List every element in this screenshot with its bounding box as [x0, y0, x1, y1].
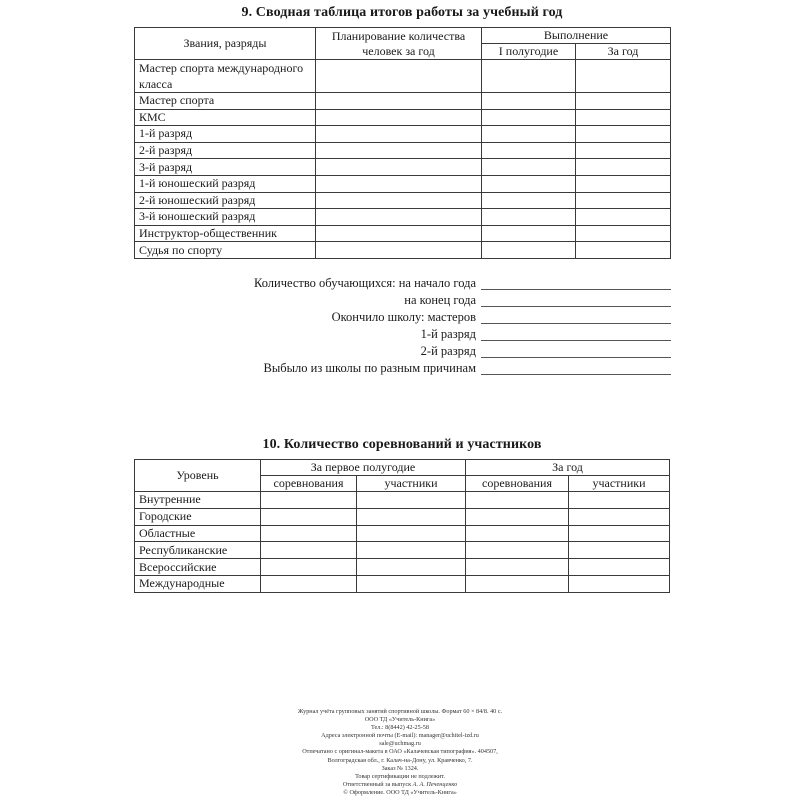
planning-cell[interactable] [316, 242, 482, 259]
responsible-prefix: Ответственный за выпуск [342, 780, 412, 788]
fill-in-line[interactable] [481, 308, 671, 324]
row-label: Международные [135, 575, 261, 592]
table-row [135, 225, 671, 242]
table-row [135, 525, 670, 542]
table-row [135, 93, 671, 110]
year-competitions-cell[interactable] [466, 575, 569, 592]
year-cell[interactable] [576, 142, 671, 159]
table-row [135, 175, 671, 192]
row-label: 1-й разряд [135, 126, 316, 143]
row-label: 1-й юношеский разряд [135, 175, 316, 192]
row-label: 3-й разряд [135, 159, 316, 176]
row-label: Всероссийские [135, 559, 261, 576]
half-year-cell[interactable] [482, 126, 576, 143]
year-cell[interactable] [576, 93, 671, 110]
row-label: КМС [135, 109, 316, 126]
half-year-cell[interactable] [482, 225, 576, 242]
fill-in-line[interactable] [481, 274, 671, 290]
year-cell[interactable] [576, 225, 671, 242]
half-year-cell[interactable] [482, 60, 576, 93]
row-label: 3-й юношеский разряд [135, 209, 316, 226]
imprint-design: © Оформление. ООО ТД «Учитель-Книга» [343, 788, 457, 796]
row-label: Областные [135, 525, 261, 542]
summary-label: 1-й разряд [420, 327, 476, 341]
fill-in-line[interactable] [481, 325, 671, 341]
table-row [135, 159, 671, 176]
header-competitions: соревнования [466, 476, 569, 492]
table-row [135, 192, 671, 209]
imprint-line: Журнал учёта групповых занятий спортивной школы. Формат 60 × 84/8. 40 с. [297, 708, 503, 715]
year-cell[interactable] [576, 109, 671, 126]
imprint-line: Тел.: 8(8442) 42-25-58 [370, 724, 429, 732]
half-competitions-cell[interactable] [261, 542, 357, 559]
half-participants-cell[interactable] [357, 575, 466, 592]
half-year-cell[interactable] [482, 242, 576, 259]
summary-label: Количество обучающихся: на начало года [253, 276, 476, 290]
summary-row-start-of-year [200, 274, 672, 291]
half-participants-cell[interactable] [357, 508, 466, 525]
year-participants-cell[interactable] [569, 508, 670, 525]
row-label: Внутренние [135, 492, 261, 509]
imprint-line: Адреса электронной почты (E-mail): manager@uchitel-izd.ru [321, 732, 479, 740]
half-participants-cell[interactable] [357, 492, 466, 509]
year-cell[interactable] [576, 60, 671, 93]
half-participants-cell[interactable] [357, 559, 466, 576]
planning-cell[interactable] [316, 192, 482, 209]
planning-cell[interactable] [316, 126, 482, 143]
student-count-summary [200, 274, 672, 376]
planning-cell[interactable] [316, 225, 482, 242]
half-competitions-cell[interactable] [261, 492, 357, 509]
header-planning: Планирование количества человек за год [316, 28, 482, 60]
header-execution: Выполнение [482, 28, 671, 44]
responsible-name: А. А. Печенценко [412, 780, 458, 788]
row-label: Мастер спорта [135, 93, 316, 110]
header-participants: участники [357, 476, 466, 492]
row-label: Мастер спорта международного класса [135, 60, 316, 93]
summary-label: Окончило школу: мастеров [331, 310, 476, 324]
imprint-responsible [200, 781, 600, 789]
half-year-cell[interactable] [482, 159, 576, 176]
header-half-year: I полугодие [482, 44, 576, 60]
planning-cell[interactable] [316, 93, 482, 110]
section-10-title: 10. Количество соревнований и участников [262, 437, 542, 452]
half-competitions-cell[interactable] [261, 575, 357, 592]
header-participants: участники [569, 476, 670, 492]
year-cell[interactable] [576, 209, 671, 226]
planning-cell[interactable] [316, 60, 482, 93]
planning-cell[interactable] [316, 109, 482, 126]
year-cell[interactable] [576, 126, 671, 143]
fill-in-line[interactable] [481, 291, 671, 307]
header-level: Уровень [135, 460, 261, 492]
year-cell[interactable] [576, 242, 671, 259]
imprint-line: Заказ № 1324. [381, 764, 419, 772]
summary-results-table [134, 27, 671, 259]
half-competitions-cell[interactable] [261, 525, 357, 542]
year-competitions-cell[interactable] [466, 508, 569, 525]
row-label: Республиканские [135, 542, 261, 559]
half-year-cell[interactable] [482, 93, 576, 110]
table-row [135, 492, 670, 509]
half-participants-cell[interactable] [357, 542, 466, 559]
planning-cell[interactable] [316, 142, 482, 159]
year-participants-cell[interactable] [569, 525, 670, 542]
table-row [135, 559, 670, 576]
half-competitions-cell[interactable] [261, 559, 357, 576]
summary-row-graduated-2nd-rank [200, 342, 672, 359]
row-label: Инструктор-общественник [135, 225, 316, 242]
header-year: За год [466, 460, 670, 476]
summary-label: Выбыло из школы по разным причинам [263, 361, 476, 375]
summary-label: 2-й разряд [420, 344, 476, 358]
year-competitions-cell[interactable] [466, 542, 569, 559]
section-9-title: 9. Сводная таблица итогов работы за учебный год [241, 5, 563, 20]
year-cell[interactable] [576, 159, 671, 176]
planning-cell[interactable] [316, 209, 482, 226]
row-label: 2-й юношеский разряд [135, 192, 316, 209]
publisher-imprint [200, 708, 600, 797]
summary-row-graduated-1st-rank [200, 325, 672, 342]
half-year-cell[interactable] [482, 109, 576, 126]
year-participants-cell[interactable] [569, 559, 670, 576]
summary-row-graduated-masters [200, 308, 672, 325]
summary-row-dropped-out [200, 359, 672, 376]
year-cell[interactable] [576, 175, 671, 192]
table-row [135, 575, 670, 592]
year-cell[interactable] [576, 192, 671, 209]
summary-label: на конец года [404, 293, 476, 307]
table-row [135, 142, 671, 159]
year-participants-cell[interactable] [569, 492, 670, 509]
header-ranks: Звания, разряды [135, 28, 316, 60]
table-row [135, 60, 671, 93]
year-competitions-cell[interactable] [466, 525, 569, 542]
imprint-line: sale@uchmag.ru [379, 740, 421, 748]
fill-in-line[interactable] [481, 342, 671, 358]
row-label: 2-й разряд [135, 142, 316, 159]
fill-in-line[interactable] [481, 359, 671, 375]
year-participants-cell[interactable] [569, 575, 670, 592]
table-row [135, 542, 670, 559]
half-year-cell[interactable] [482, 142, 576, 159]
row-label: Городские [135, 508, 261, 525]
imprint-line: Волгоградская обл., г. Калач-на-Дону, ул. Кравченко, 7. [327, 756, 473, 764]
header-competitions: соревнования [261, 476, 357, 492]
table-row [135, 209, 671, 226]
header-first-half: За первое полугодие [261, 460, 466, 476]
half-participants-cell[interactable] [357, 525, 466, 542]
planning-cell[interactable] [316, 175, 482, 192]
imprint-line: Товар сертификации не подлежит. [355, 772, 445, 780]
imprint-line: ООО ТД «Учитель-Книга» [364, 716, 436, 724]
competitions-table [134, 459, 670, 593]
table-row [135, 242, 671, 259]
imprint-line: Отпечатано с оригинал-макета в ОАО «Калачевская типография». 404507, [302, 748, 498, 756]
summary-row-end-of-year [200, 291, 672, 308]
year-competitions-cell[interactable] [466, 492, 569, 509]
half-year-cell[interactable] [482, 192, 576, 209]
half-competitions-cell[interactable] [261, 508, 357, 525]
row-label: Судья по спорту [135, 242, 316, 259]
table-row [135, 109, 671, 126]
year-participants-cell[interactable] [569, 542, 670, 559]
half-year-cell[interactable] [482, 209, 576, 226]
planning-cell[interactable] [316, 159, 482, 176]
year-competitions-cell[interactable] [466, 559, 569, 576]
table-row [135, 508, 670, 525]
header-year: За год [576, 44, 671, 60]
table-row [135, 126, 671, 143]
half-year-cell[interactable] [482, 175, 576, 192]
